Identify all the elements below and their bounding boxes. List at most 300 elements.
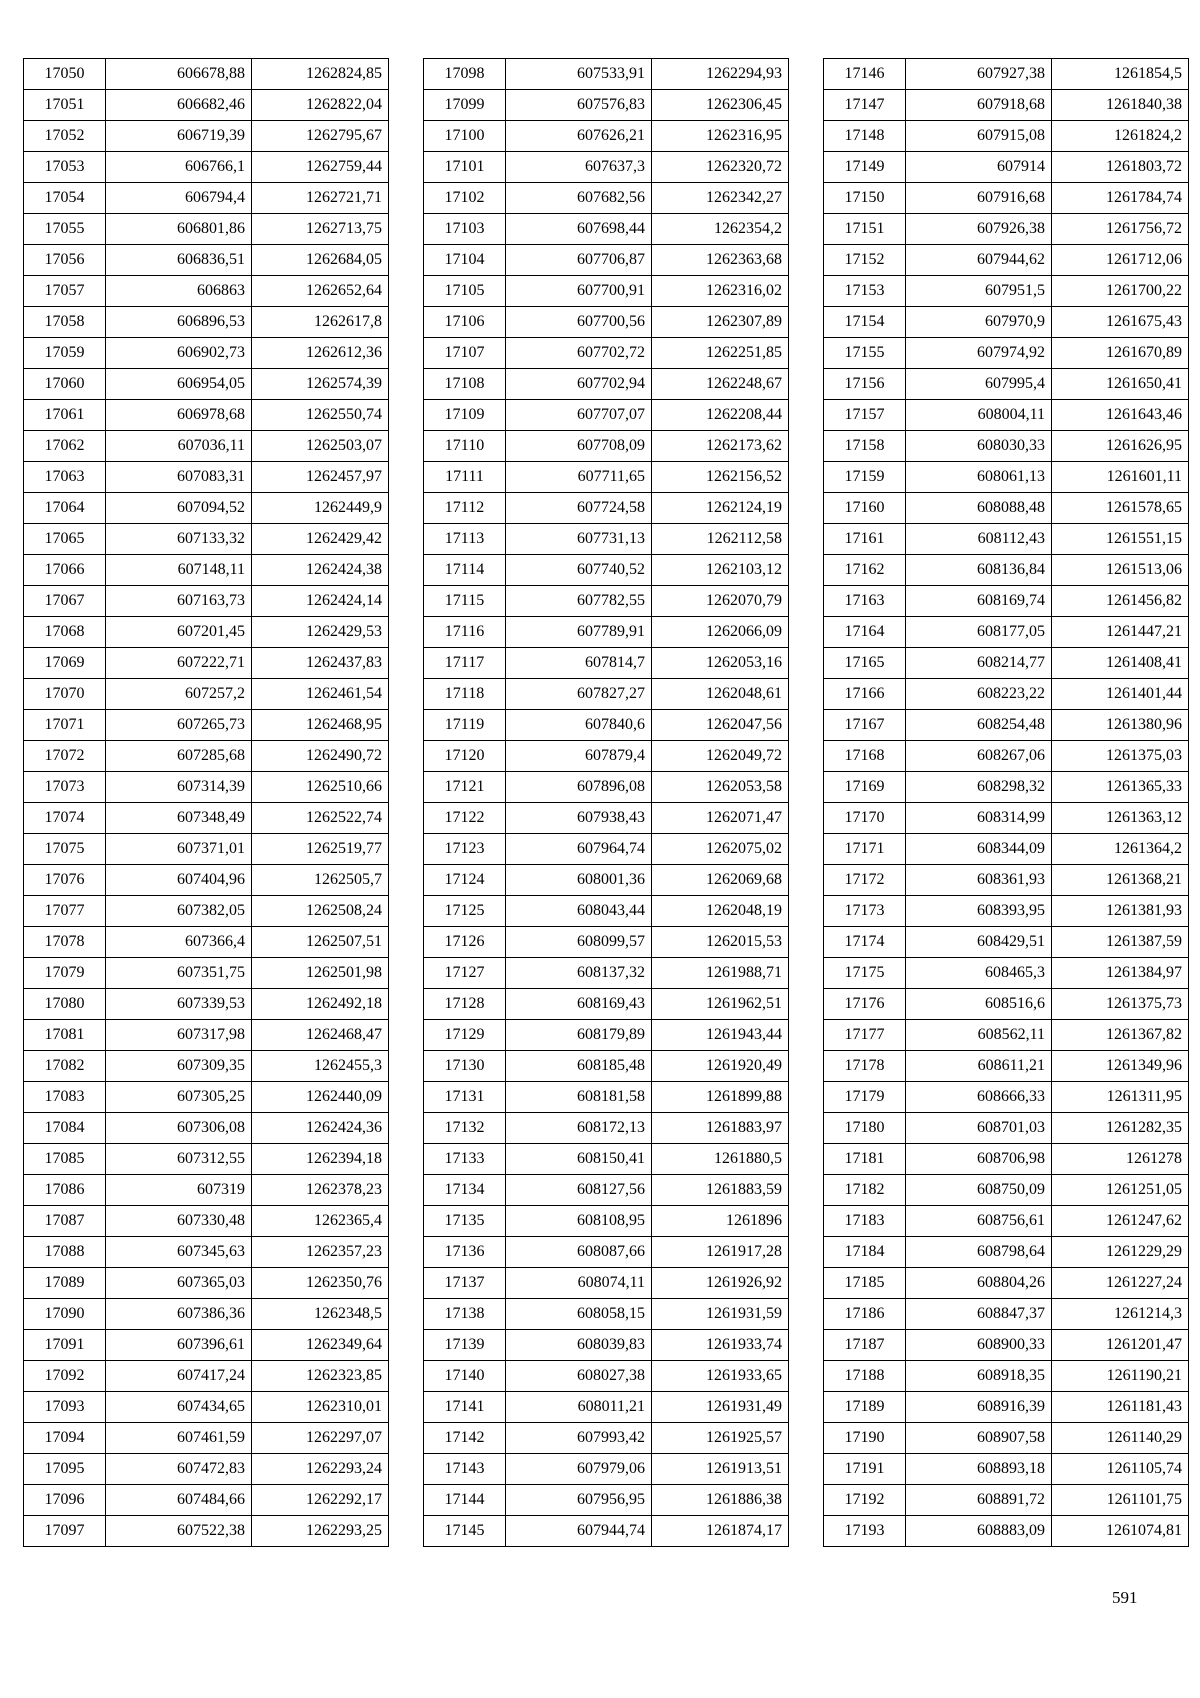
x-coordinate-cell: 607314,39 [106,772,252,803]
point-number-cell: 17173 [824,896,906,927]
table-row [824,90,1189,121]
y-coordinate-cell: 1261408,41 [1052,648,1189,679]
point-number-cell: 17153 [824,276,906,307]
point-number-cell: 17143 [424,1454,506,1485]
y-coordinate-cell: 1261349,96 [1052,1051,1189,1082]
y-coordinate-cell: 1262354,2 [652,214,789,245]
y-coordinate-cell: 1261447,21 [1052,617,1189,648]
x-coordinate-cell: 607995,4 [906,369,1052,400]
table-row [824,1268,1189,1299]
y-coordinate-cell: 1261712,06 [1052,245,1189,276]
table-row [24,617,389,648]
y-coordinate-cell: 1262795,67 [252,121,389,152]
x-coordinate-cell: 607731,13 [506,524,652,555]
point-number-cell: 17142 [424,1423,506,1454]
point-number-cell: 17066 [24,555,106,586]
x-coordinate-cell: 607951,5 [906,276,1052,307]
table-row [24,834,389,865]
x-coordinate-cell: 607365,03 [106,1268,252,1299]
x-coordinate-cell: 607702,72 [506,338,652,369]
point-number-cell: 17181 [824,1144,906,1175]
table-row [824,307,1189,338]
x-coordinate-cell: 606682,46 [106,90,252,121]
table-row [424,741,789,772]
table-row [424,1392,789,1423]
x-coordinate-cell: 608393,95 [906,896,1052,927]
point-number-cell: 17126 [424,927,506,958]
point-number-cell: 17157 [824,400,906,431]
point-number-cell: 17182 [824,1175,906,1206]
table-row [424,1175,789,1206]
table-row [824,493,1189,524]
table-row [824,1113,1189,1144]
x-coordinate-cell: 606766,1 [106,152,252,183]
table-body [424,59,789,1547]
table-row [824,245,1189,276]
y-coordinate-cell: 1262824,85 [252,59,389,90]
x-coordinate-cell: 607938,43 [506,803,652,834]
y-coordinate-cell: 1262652,64 [252,276,389,307]
x-coordinate-cell: 607974,92 [906,338,1052,369]
table-row [824,1020,1189,1051]
x-coordinate-cell: 608127,56 [506,1175,652,1206]
table-row [824,1299,1189,1330]
x-coordinate-cell: 607339,53 [106,989,252,1020]
y-coordinate-cell: 1262365,4 [252,1206,389,1237]
y-coordinate-cell: 1262510,66 [252,772,389,803]
point-number-cell: 17113 [424,524,506,555]
point-number-cell: 17112 [424,493,506,524]
x-coordinate-cell: 608900,33 [906,1330,1052,1361]
y-coordinate-cell: 1261933,65 [652,1361,789,1392]
table-row [424,555,789,586]
x-coordinate-cell: 608907,58 [906,1423,1052,1454]
table-row [824,648,1189,679]
table-row [824,1454,1189,1485]
table-row [24,958,389,989]
y-coordinate-cell: 1261943,44 [652,1020,789,1051]
x-coordinate-cell: 608918,35 [906,1361,1052,1392]
point-number-cell: 17088 [24,1237,106,1268]
y-coordinate-cell: 1261601,11 [1052,462,1189,493]
point-number-cell: 17166 [824,679,906,710]
x-coordinate-cell: 608004,11 [906,400,1052,431]
x-coordinate-cell: 608893,18 [906,1454,1052,1485]
table-row [824,710,1189,741]
point-number-cell: 17117 [424,648,506,679]
x-coordinate-cell: 608030,33 [906,431,1052,462]
x-coordinate-cell: 607094,52 [106,493,252,524]
table-row [24,1206,389,1237]
point-number-cell: 17090 [24,1299,106,1330]
table-row [824,927,1189,958]
table-row [424,400,789,431]
point-number-cell: 17096 [24,1485,106,1516]
y-coordinate-cell: 1262363,68 [652,245,789,276]
table-row [824,586,1189,617]
table-row [424,772,789,803]
x-coordinate-cell: 607698,44 [506,214,652,245]
point-number-cell: 17164 [824,617,906,648]
x-coordinate-cell: 608267,06 [906,741,1052,772]
table-row [24,1423,389,1454]
table-row [24,1020,389,1051]
table-row [24,1361,389,1392]
x-coordinate-cell: 608916,39 [906,1392,1052,1423]
x-coordinate-cell: 608314,99 [906,803,1052,834]
x-coordinate-cell: 607305,25 [106,1082,252,1113]
y-coordinate-cell: 1262424,38 [252,555,389,586]
point-number-cell: 17138 [424,1299,506,1330]
table-row [424,431,789,462]
y-coordinate-cell: 1261367,82 [1052,1020,1189,1051]
x-coordinate-cell: 606902,73 [106,338,252,369]
y-coordinate-cell: 1262394,18 [252,1144,389,1175]
x-coordinate-cell: 607265,73 [106,710,252,741]
table-row [424,1113,789,1144]
table-row [424,183,789,214]
x-coordinate-cell: 607879,4 [506,741,652,772]
y-coordinate-cell: 1262721,71 [252,183,389,214]
point-number-cell: 17192 [824,1485,906,1516]
y-coordinate-cell: 1261670,89 [1052,338,1189,369]
table-row [24,1082,389,1113]
point-number-cell: 17162 [824,555,906,586]
table-row [24,741,389,772]
x-coordinate-cell: 608891,72 [906,1485,1052,1516]
x-coordinate-cell: 607964,74 [506,834,652,865]
y-coordinate-cell: 1262156,52 [652,462,789,493]
table-row [424,803,789,834]
table-row [24,524,389,555]
y-coordinate-cell: 1262053,58 [652,772,789,803]
x-coordinate-cell: 607896,08 [506,772,652,803]
x-coordinate-cell: 608562,11 [906,1020,1052,1051]
x-coordinate-cell: 607740,52 [506,555,652,586]
y-coordinate-cell: 1262048,61 [652,679,789,710]
x-coordinate-cell: 607993,42 [506,1423,652,1454]
y-coordinate-cell: 1261387,59 [1052,927,1189,958]
table-row [424,648,789,679]
point-number-cell: 17073 [24,772,106,803]
y-coordinate-cell: 1262294,93 [652,59,789,90]
point-number-cell: 17183 [824,1206,906,1237]
y-coordinate-cell: 1262550,74 [252,400,389,431]
x-coordinate-cell: 608223,22 [906,679,1052,710]
coordinate-table-1 [23,58,389,1547]
table-row [424,1144,789,1175]
x-coordinate-cell: 607330,48 [106,1206,252,1237]
x-coordinate-cell: 608108,95 [506,1206,652,1237]
point-number-cell: 17124 [424,865,506,896]
y-coordinate-cell: 1262293,25 [252,1516,389,1547]
x-coordinate-cell: 607434,65 [106,1392,252,1423]
y-coordinate-cell: 1262350,76 [252,1268,389,1299]
y-coordinate-cell: 1262357,23 [252,1237,389,1268]
table-row [24,586,389,617]
y-coordinate-cell: 1262424,14 [252,586,389,617]
x-coordinate-cell: 608169,74 [906,586,1052,617]
point-number-cell: 17140 [424,1361,506,1392]
point-number-cell: 17170 [824,803,906,834]
y-coordinate-cell: 1261456,82 [1052,586,1189,617]
x-coordinate-cell: 607386,36 [106,1299,252,1330]
x-coordinate-cell: 607396,61 [106,1330,252,1361]
table-row [424,1299,789,1330]
x-coordinate-cell: 607285,68 [106,741,252,772]
table-row [824,989,1189,1020]
y-coordinate-cell: 1262429,42 [252,524,389,555]
y-coordinate-cell: 1262449,9 [252,493,389,524]
point-number-cell: 17107 [424,338,506,369]
point-number-cell: 17072 [24,741,106,772]
y-coordinate-cell: 1262822,04 [252,90,389,121]
point-number-cell: 17064 [24,493,106,524]
x-coordinate-cell: 607036,11 [106,431,252,462]
table-body [824,59,1189,1547]
point-number-cell: 17111 [424,462,506,493]
y-coordinate-cell: 1262292,17 [252,1485,389,1516]
table-row [24,555,389,586]
x-coordinate-cell: 607319 [106,1175,252,1206]
table-row [824,214,1189,245]
x-coordinate-cell: 607702,94 [506,369,652,400]
table-row [424,59,789,90]
table-row [24,772,389,803]
x-coordinate-cell: 608169,43 [506,989,652,1020]
y-coordinate-cell: 1262248,67 [652,369,789,400]
point-number-cell: 17070 [24,679,106,710]
x-coordinate-cell: 606801,86 [106,214,252,245]
table-row [24,1051,389,1082]
table-row [824,1423,1189,1454]
point-number-cell: 17147 [824,90,906,121]
table-row [824,369,1189,400]
x-coordinate-cell: 607461,59 [106,1423,252,1454]
x-coordinate-cell: 607382,05 [106,896,252,927]
y-coordinate-cell: 1262378,23 [252,1175,389,1206]
table-row [24,1330,389,1361]
x-coordinate-cell: 608804,26 [906,1268,1052,1299]
page-number: 591 [1112,1588,1138,1607]
y-coordinate-cell: 1261247,62 [1052,1206,1189,1237]
point-number-cell: 17169 [824,772,906,803]
x-coordinate-cell: 608137,32 [506,958,652,989]
x-coordinate-cell: 608172,13 [506,1113,652,1144]
point-number-cell: 17131 [424,1082,506,1113]
table-row [824,1144,1189,1175]
x-coordinate-cell: 606719,39 [106,121,252,152]
table-row [24,400,389,431]
table-row [824,1206,1189,1237]
point-number-cell: 17176 [824,989,906,1020]
table-row [24,338,389,369]
table-row [24,1516,389,1547]
table-row [824,896,1189,927]
y-coordinate-cell: 1261803,72 [1052,152,1189,183]
x-coordinate-cell: 608185,48 [506,1051,652,1082]
table-row [24,710,389,741]
point-number-cell: 17141 [424,1392,506,1423]
table-row [424,276,789,307]
x-coordinate-cell: 608136,84 [906,555,1052,586]
x-coordinate-cell: 607789,91 [506,617,652,648]
point-number-cell: 17104 [424,245,506,276]
table-row [24,1268,389,1299]
table-row [24,989,389,1020]
table-row [24,493,389,524]
y-coordinate-cell: 1261926,92 [652,1268,789,1299]
x-coordinate-cell: 607309,35 [106,1051,252,1082]
table-row [424,121,789,152]
y-coordinate-cell: 1262457,97 [252,462,389,493]
point-number-cell: 17115 [424,586,506,617]
y-coordinate-cell: 1261282,35 [1052,1113,1189,1144]
point-number-cell: 17099 [424,90,506,121]
table-row [824,1392,1189,1423]
x-coordinate-cell: 607915,08 [906,121,1052,152]
y-coordinate-cell: 1262612,36 [252,338,389,369]
point-number-cell: 17063 [24,462,106,493]
point-number-cell: 17110 [424,431,506,462]
table-row [24,927,389,958]
point-number-cell: 17119 [424,710,506,741]
table-row [24,1299,389,1330]
x-coordinate-cell: 608344,09 [906,834,1052,865]
table-row [24,1485,389,1516]
y-coordinate-cell: 1261824,2 [1052,121,1189,152]
y-coordinate-cell: 1262103,12 [652,555,789,586]
table-body [24,59,389,1547]
x-coordinate-cell: 608099,57 [506,927,652,958]
table-row [824,834,1189,865]
point-number-cell: 17091 [24,1330,106,1361]
point-number-cell: 17171 [824,834,906,865]
point-number-cell: 17180 [824,1113,906,1144]
table-row [24,307,389,338]
y-coordinate-cell: 1262522,74 [252,803,389,834]
table-row [424,617,789,648]
y-coordinate-cell: 1261883,59 [652,1175,789,1206]
y-coordinate-cell: 1261578,65 [1052,493,1189,524]
table-row [824,1330,1189,1361]
x-coordinate-cell: 607317,98 [106,1020,252,1051]
x-coordinate-cell: 608181,58 [506,1082,652,1113]
table-row [424,958,789,989]
x-coordinate-cell: 608001,36 [506,865,652,896]
y-coordinate-cell: 1261105,74 [1052,1454,1189,1485]
x-coordinate-cell: 607637,3 [506,152,652,183]
table-row [24,276,389,307]
point-number-cell: 17154 [824,307,906,338]
table-row [424,90,789,121]
y-coordinate-cell: 1261101,75 [1052,1485,1189,1516]
point-number-cell: 17108 [424,369,506,400]
table-row [424,1237,789,1268]
x-coordinate-cell: 608847,37 [906,1299,1052,1330]
x-coordinate-cell: 607927,38 [906,59,1052,90]
y-coordinate-cell: 1261384,97 [1052,958,1189,989]
y-coordinate-cell: 1261551,15 [1052,524,1189,555]
y-coordinate-cell: 1262455,3 [252,1051,389,1082]
x-coordinate-cell: 608706,98 [906,1144,1052,1175]
point-number-cell: 17082 [24,1051,106,1082]
point-number-cell: 17191 [824,1454,906,1485]
x-coordinate-cell: 608112,43 [906,524,1052,555]
x-coordinate-cell: 608177,05 [906,617,1052,648]
point-number-cell: 17062 [24,431,106,462]
point-number-cell: 17193 [824,1516,906,1547]
table-row [24,183,389,214]
table-row [824,1237,1189,1268]
point-number-cell: 17125 [424,896,506,927]
table-row [824,1516,1189,1547]
point-number-cell: 17174 [824,927,906,958]
x-coordinate-cell: 607351,75 [106,958,252,989]
x-coordinate-cell: 608087,66 [506,1237,652,1268]
x-coordinate-cell: 608465,3 [906,958,1052,989]
point-number-cell: 17188 [824,1361,906,1392]
y-coordinate-cell: 1262047,56 [652,710,789,741]
point-number-cell: 17058 [24,307,106,338]
table-row [824,276,1189,307]
point-number-cell: 17053 [24,152,106,183]
y-coordinate-cell: 1262071,47 [652,803,789,834]
y-coordinate-cell: 1261962,51 [652,989,789,1020]
table-row [424,1485,789,1516]
y-coordinate-cell: 1261190,21 [1052,1361,1189,1392]
table-row [424,927,789,958]
point-number-cell: 17076 [24,865,106,896]
point-number-cell: 17085 [24,1144,106,1175]
point-number-cell: 17137 [424,1268,506,1299]
coordinate-table-2 [423,58,789,1547]
point-number-cell: 17080 [24,989,106,1020]
point-number-cell: 17155 [824,338,906,369]
x-coordinate-cell: 607306,08 [106,1113,252,1144]
x-coordinate-cell: 607827,27 [506,679,652,710]
point-number-cell: 17057 [24,276,106,307]
x-coordinate-cell: 607682,56 [506,183,652,214]
point-number-cell: 17089 [24,1268,106,1299]
y-coordinate-cell: 1262173,62 [652,431,789,462]
table-row [424,152,789,183]
table-row [424,1020,789,1051]
y-coordinate-cell: 1261401,44 [1052,679,1189,710]
y-coordinate-cell: 1262048,19 [652,896,789,927]
point-number-cell: 17105 [424,276,506,307]
table-row [24,1237,389,1268]
table-row [24,1144,389,1175]
y-coordinate-cell: 1262574,39 [252,369,389,400]
table-row [424,865,789,896]
y-coordinate-cell: 1261214,3 [1052,1299,1189,1330]
table-row [424,1051,789,1082]
x-coordinate-cell: 606794,4 [106,183,252,214]
point-number-cell: 17146 [824,59,906,90]
point-number-cell: 17186 [824,1299,906,1330]
table-row [824,59,1189,90]
point-number-cell: 17123 [424,834,506,865]
y-coordinate-cell: 1262075,02 [652,834,789,865]
x-coordinate-cell: 608516,6 [906,989,1052,1020]
point-number-cell: 17116 [424,617,506,648]
point-number-cell: 17136 [424,1237,506,1268]
x-coordinate-cell: 607711,65 [506,462,652,493]
x-coordinate-cell: 607708,09 [506,431,652,462]
point-number-cell: 17150 [824,183,906,214]
y-coordinate-cell: 1261375,73 [1052,989,1189,1020]
